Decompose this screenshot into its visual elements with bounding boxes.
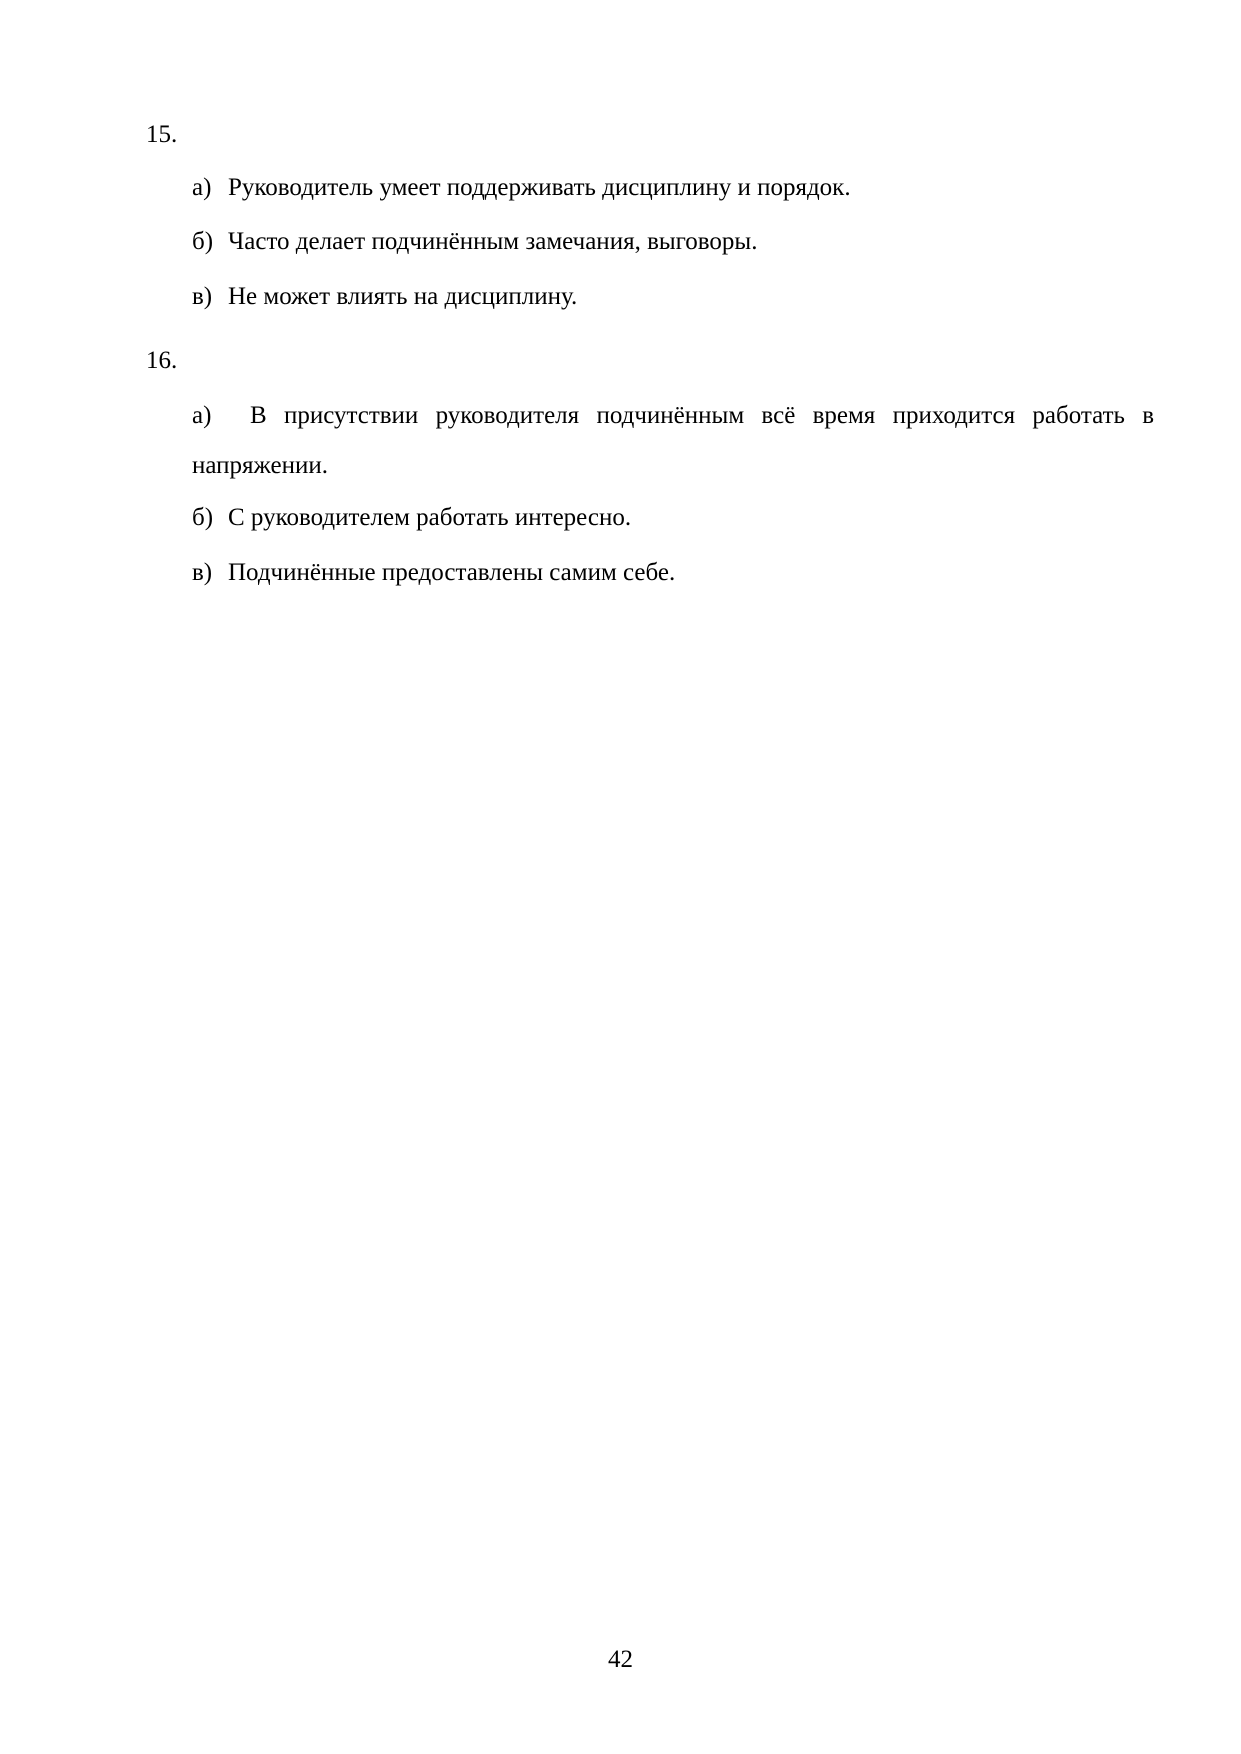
- option-text: Подчинённые предоставлены самим себе.: [228, 559, 676, 586]
- question-16-option-c: [192, 558, 1154, 588]
- option-letter: в): [192, 283, 213, 310]
- option-text: В присутствии руководителя подчинённым всё время приходится работать в напряжении.: [192, 402, 1154, 479]
- question-16-option-a: [192, 391, 1154, 491]
- question-15-option-b: [192, 227, 1154, 257]
- question-15-option-c: [192, 282, 1154, 312]
- option-text: Руководитель умеет поддерживать дисциплину и порядок.: [228, 174, 851, 201]
- option-text: С руководителем работать интересно.: [228, 504, 632, 531]
- page-number: 42: [608, 1646, 633, 1673]
- question-15-option-a: [192, 173, 1154, 203]
- option-letter: в): [192, 559, 213, 586]
- option-letter: а): [192, 402, 212, 429]
- option-letter: а): [192, 174, 212, 201]
- option-text: Не может влиять на дисциплину.: [228, 283, 578, 310]
- question-16-option-b: [192, 503, 1154, 533]
- option-letter: б): [192, 504, 214, 531]
- option-letter: б): [192, 228, 214, 255]
- question-number-16: 16.: [146, 347, 178, 374]
- question-number-15: 15.: [146, 121, 178, 148]
- option-text: Часто делает подчинённым замечания, выговоры.: [228, 228, 758, 255]
